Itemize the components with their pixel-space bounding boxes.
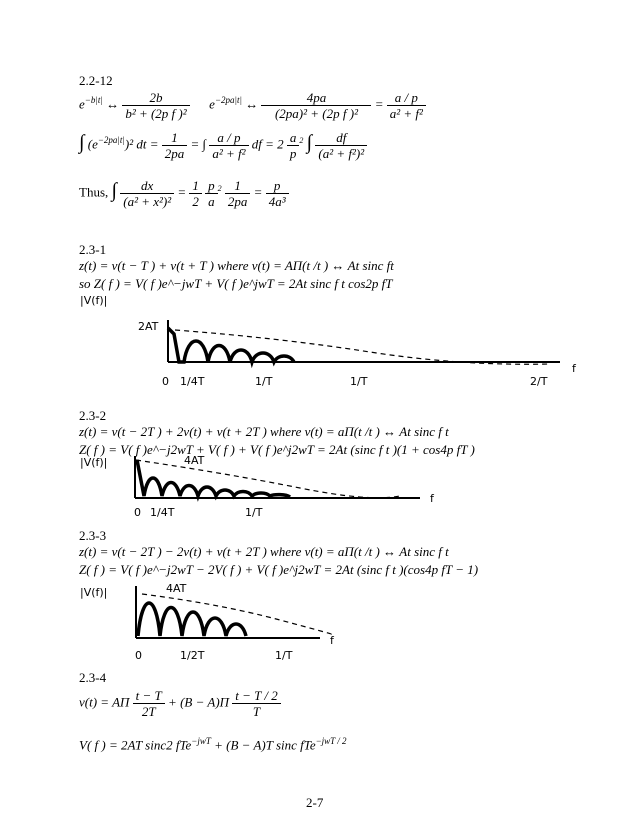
- problem-heading-2-3-2: 2.3-2: [79, 408, 107, 423]
- equation-2-3-4-line2: V( f ) = 2AT sinc2 fTe$^{-jwT}$ + (B − A)T sinc fTe$^{-jwT / 2}$: [79, 736, 347, 753]
- sketch-envelope: [136, 460, 400, 498]
- sketch-ylabel: |V(f)|: [80, 456, 108, 469]
- sketch-waveform: [138, 603, 246, 636]
- equation-2-3-3-line2: Z( f ) = V( f )e^−j2wT − 2V( f ) + V( f )e^j2wT = 2At (sinc f t )(cos4p fT − 1): [79, 562, 479, 577]
- tick-inverse-t-2: 1/T: [350, 375, 368, 388]
- sketch-2-3-3: [80, 574, 480, 664]
- tick-0: 0: [162, 375, 169, 388]
- problem-heading-2-3-1: 2.3-1: [79, 242, 107, 257]
- axis-f: f: [572, 362, 576, 375]
- equation-fourier-pair-1: $e^{-b|t|}$ ↔ $\frac{2b}{\text{b² + (2p f )²}}$ $e^{-2pa|t|}$ ↔ $\frac{4pa}{\text{(2pa)² + (2p f )²}}$ = $\frac{a / p}{\text{a² + f²}}$: [79, 90, 426, 121]
- tick-quarter-t: 1/4T: [150, 506, 175, 519]
- sketch-amplitude: 4AT: [166, 582, 187, 595]
- problem-heading-2-3-3: 2.3-3: [79, 528, 107, 543]
- sketch-ylabel: |V(f)|: [80, 586, 108, 599]
- sketch-amplitude: 4AT: [184, 454, 205, 467]
- problem-heading-2-3-4: 2.3-4: [79, 670, 107, 685]
- equation-2-3-4-line1: v(t) = AΠ $\frac{t - T}{2T}$ + (B − A)Π $\frac{t - T / 2}{T}$: [79, 688, 281, 719]
- equation-2-3-1-line2: so Z( f ) = V( f )e^−jwT + V( f )e^jwT = 2At sinc f t cos2p fT: [79, 276, 393, 291]
- tick-two-over-t: 2/T: [530, 375, 548, 388]
- page-number: 2-7: [306, 795, 324, 810]
- sketch-ylabel: |V(f)|: [80, 294, 108, 307]
- tick-half-t: 1/2T: [180, 649, 205, 662]
- equation-2-3-2-line1: z(t) = v(t − 2T ) + 2v(t) + v(t + 2T ) where v(t) = aΠ(t /t ) ↔ At sinc f t: [79, 424, 449, 439]
- tick-inverse-t: 1/T: [245, 506, 263, 519]
- equation-2-3-1-line1: z(t) = v(t − T ) + v(t + T ) where v(t) = AΠ(t /t ) ↔ At sinc ft: [79, 258, 394, 273]
- equation-2-3-2-line2: Z( f ) = V( f )e^−j2wT + V( f ) + V( f )e^j2wT = 2At (sinc f t )(1 + cos4p fT ): [79, 442, 475, 457]
- problem-heading-2-2-12: 2.2-12: [79, 73, 113, 88]
- sketch-amplitude: 2AT: [138, 320, 159, 333]
- sketch-waveform: [137, 460, 290, 497]
- equation-thus-result: Thus, ∫ $\frac{dx}{\text{(a² + x²)²}}$ = $\frac{1}{2}$ $\frac{p}{a}$ $^2$ $\frac{1}{2pa}$ = $\frac{p}{\text{4a³}}$: [79, 178, 289, 209]
- equation-energy-integral: ∫ $(e^{-2pa|t|})^2$ dt = $\frac{1}{2pa}$ = ∫ $\frac{a / p}{\text{a² + f²}}$ df = 2 $\frac{a}{p}$ $^2$ ∫ $\frac{df}{\text{(a² + f²)²}}$: [79, 130, 367, 161]
- sketch-envelope: [142, 594, 331, 634]
- tick-inverse-t: 1/T: [255, 375, 273, 388]
- tick-inverse-t: 1/T: [275, 649, 293, 662]
- axis-f: f: [430, 492, 434, 505]
- axis-f: f: [330, 634, 334, 647]
- tick-0: 0: [135, 649, 142, 662]
- sketch-waveform: [168, 328, 294, 362]
- tick-quarter-t: 1/4T: [180, 375, 205, 388]
- sketch-2-3-2: [80, 452, 480, 524]
- tick-0: 0: [134, 506, 141, 519]
- equation-2-3-3-line1: z(t) = v(t − 2T ) − 2v(t) + v(t + 2T ) where v(t) = aΠ(t /t ) ↔ At sinc f t: [79, 544, 449, 559]
- sketch-2-3-1: [80, 290, 600, 400]
